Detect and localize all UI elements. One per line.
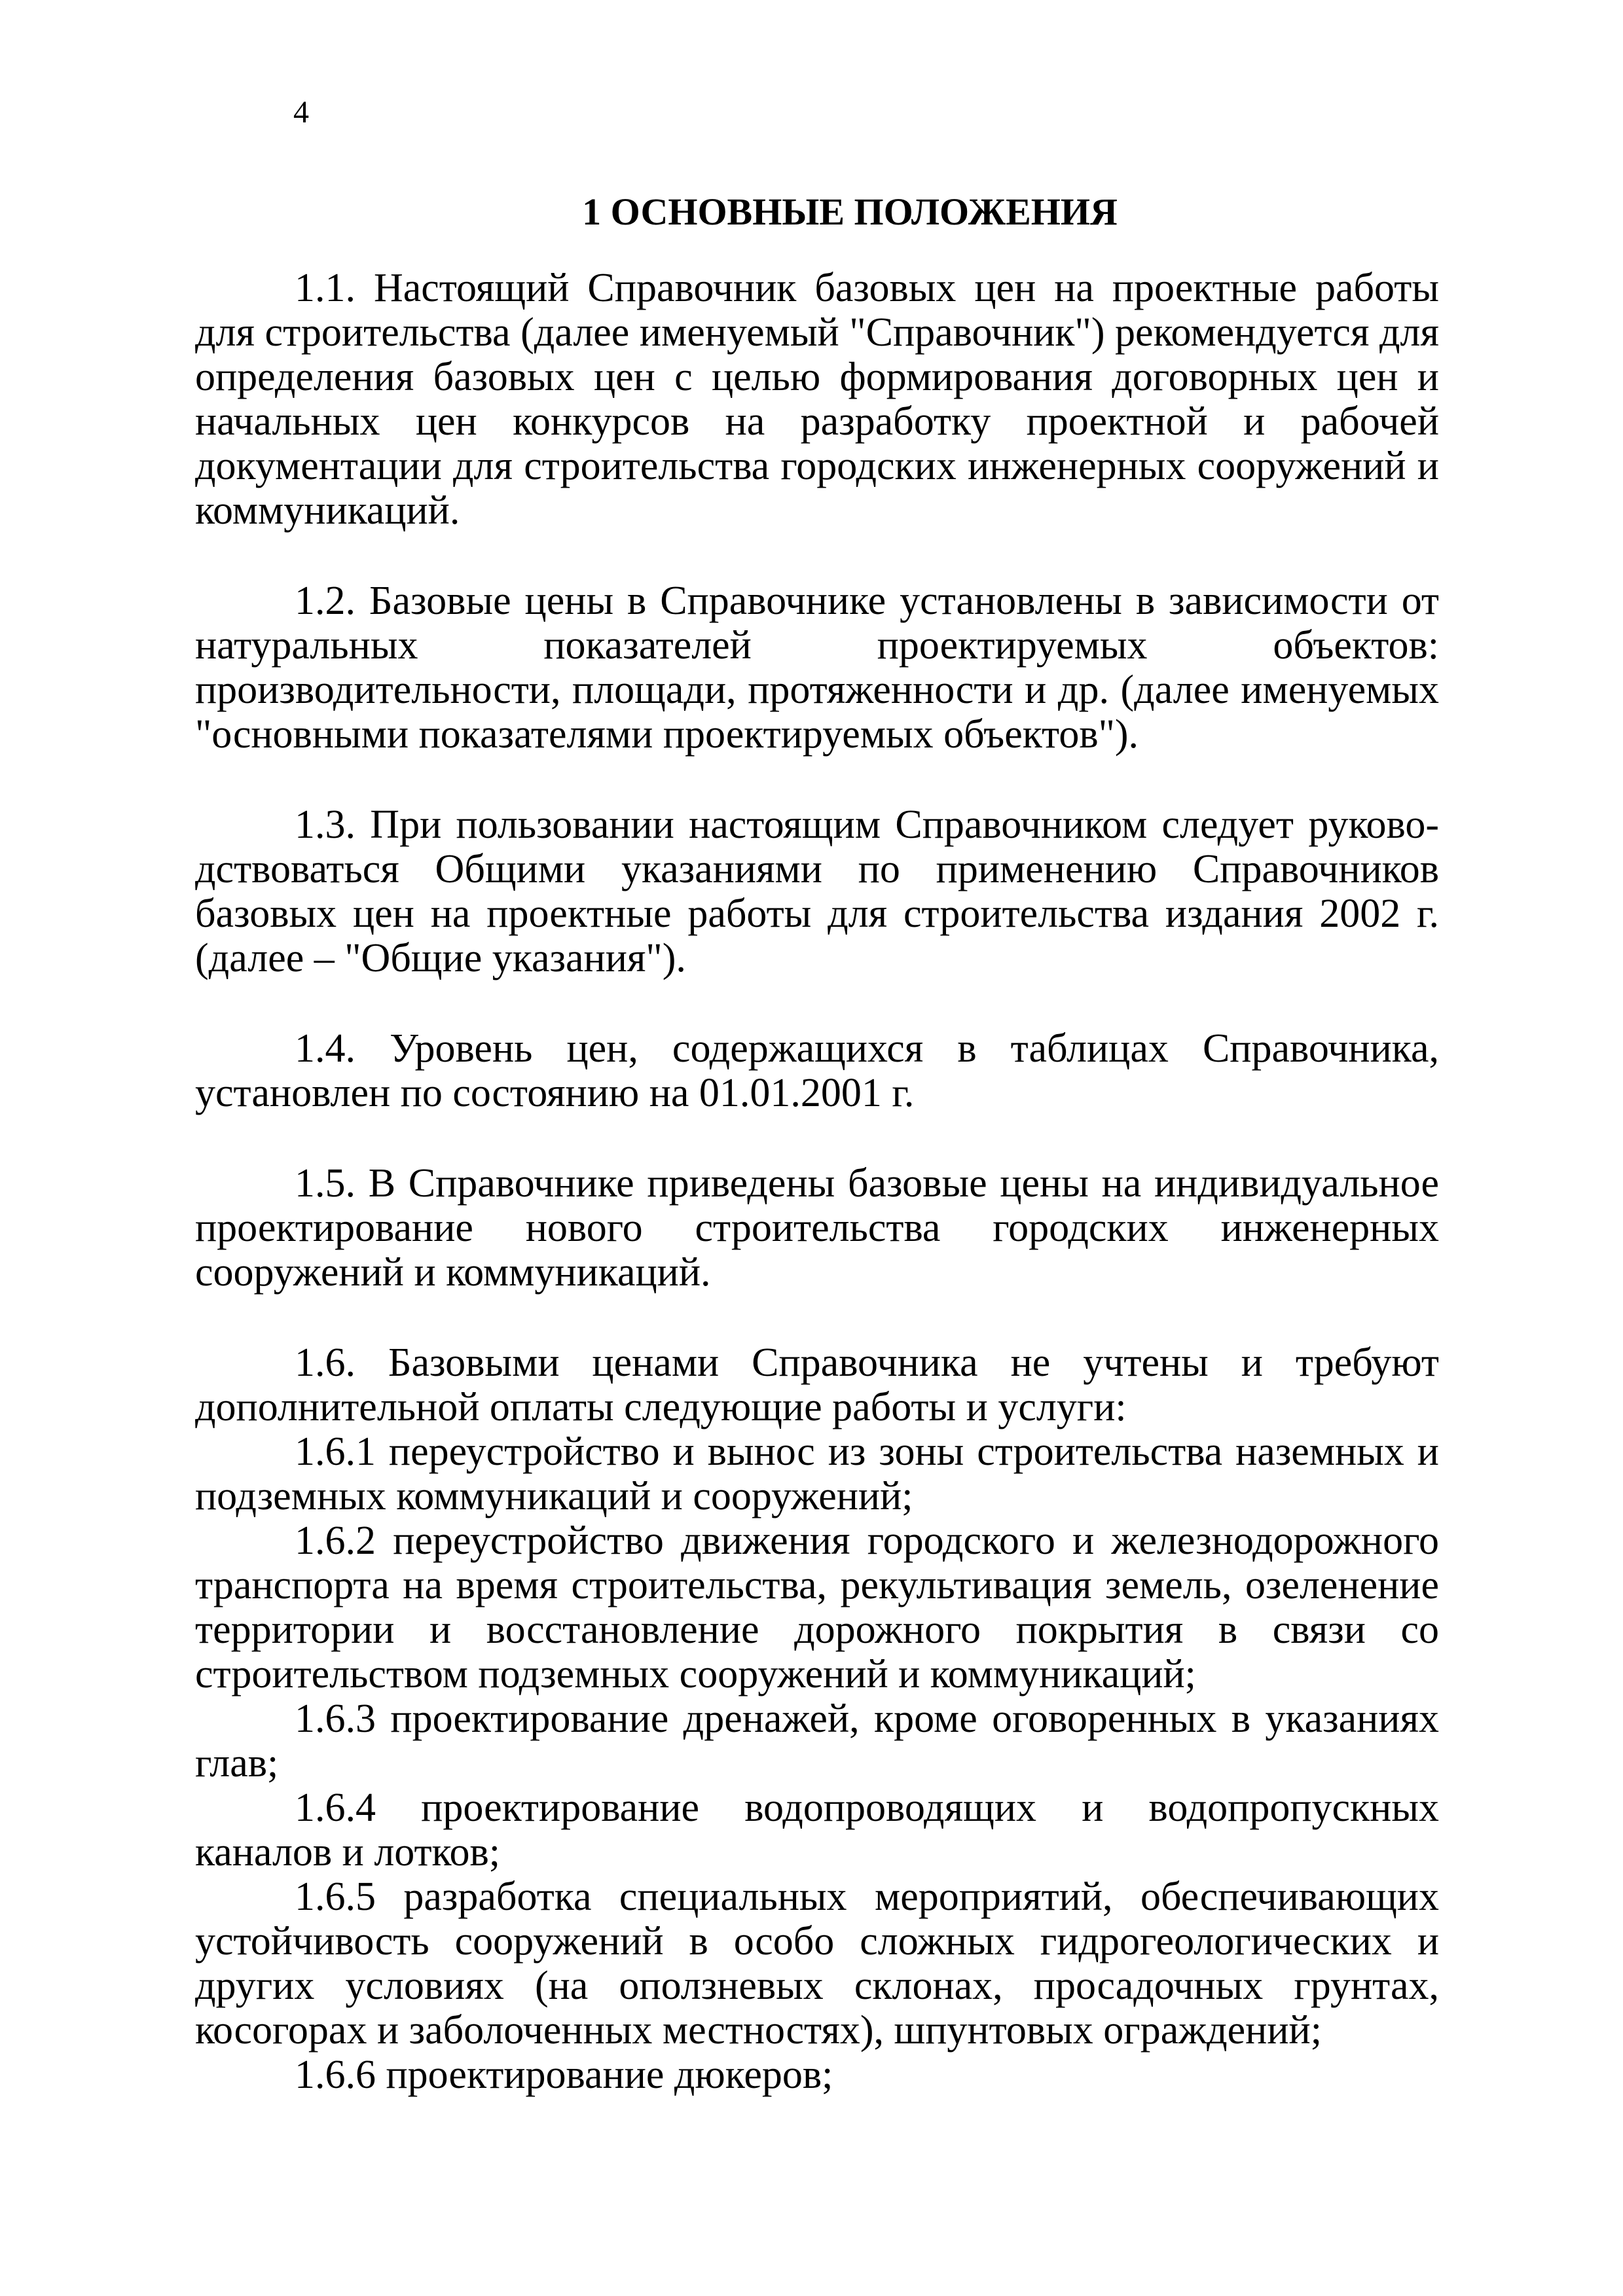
list-item-1-6-6: 1.6.6 проектирование дюкеров; xyxy=(295,2053,833,2097)
paragraph-1-3: 1.3. При пользовании настоящим Справочником следует руководствоваться Общими указаниями по применению Справочников базовых цен на проектные работы для строительства издания 2002 г. (далее – "Общие указания"). xyxy=(195,802,1439,980)
page-number: 4 xyxy=(293,95,309,130)
paragraph-1-6: 1.6. Базовыми ценами Справочника не учтены и требуют дополнительной оплаты следующие работы и услуги: xyxy=(195,1340,1439,1429)
paragraph-1-1: 1.1. Настоящий Справочник базовых цен на проектные работы для строительства (далее именуемый "Справочник") рекомендуется для определения базовых цен с целью формирования договорных цен и начальных цен конкурсов на разработку проектной и рабочей документации для строительства городских инженерных сооружений и коммуникаций. xyxy=(195,266,1439,533)
paragraph-gap xyxy=(195,533,1439,579)
list-item-1-6-4: 1.6.4 проектирование водопроводящих и водопропускных каналов и лотков; xyxy=(195,1785,1439,1874)
paragraph-1-4: 1.4. Уровень цен, содержащихся в таблицах Справочника, установлен по состоянию на 01.01.2001 г. xyxy=(195,1026,1439,1115)
list-item-1-6-3: 1.6.3 проектирование дренажей, кроме оговоренных в указаниях глав; xyxy=(195,1696,1439,1785)
paragraph-1-2: 1.2. Базовые цены в Справочнике установлены в зависимости от натуральных показателей проектируемых объектов: производительности, площади, протяженности и др. (далее именуемых "основными показателями проектируемых объектов"). xyxy=(195,579,1439,757)
paragraph-gap xyxy=(195,1115,1439,1161)
list-item-1-6-1: 1.6.1 переустройство и вынос из зоны строительства наземных и подземных коммуникаций и сооружений; xyxy=(195,1429,1439,1518)
paragraph-1-5: 1.5. В Справочнике приведены базовые цены на индивидуальное проектирование нового строительства городских инженерных сооружений и коммуникаций. xyxy=(195,1161,1439,1295)
paragraph-gap xyxy=(195,980,1439,1026)
list-item-1-6-5: 1.6.5 разработка специальных мероприятий, обеспечивающих устойчивость сооружений в особо сложных гидрогеологических и других условиях (на оползневых склонах, просадочных грунтах, косогорах и заболоченных местностях), шпунтовых ограждений; xyxy=(195,1874,1439,2053)
page-content xyxy=(195,190,1439,2097)
paragraph-gap xyxy=(195,1295,1439,1340)
paragraph-gap xyxy=(195,757,1439,802)
section-title: 1 ОСНОВНЫЕ ПОЛОЖЕНИЯ xyxy=(582,190,1118,233)
list-item-1-6-2: 1.6.2 переустройство движения городского и железнодорожного транспорта на время строительства, рекультивация земель, озеленение территории и восстановление дорожного покрытия в связи со строительством подземных сооружений и коммуникаций; xyxy=(195,1518,1439,1696)
